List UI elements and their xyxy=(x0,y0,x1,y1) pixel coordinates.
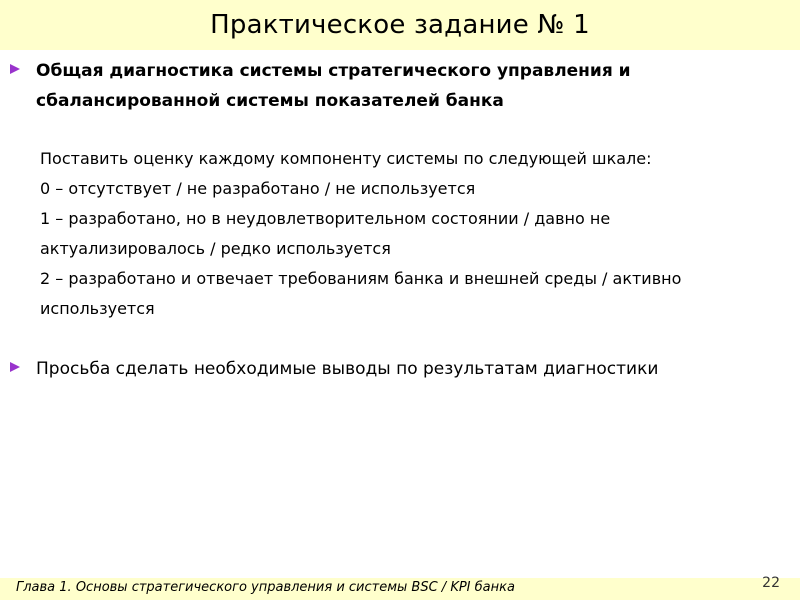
scale-level-1-line-1: 1 – разработано, но в неудовлетворительном состоянии / давно не xyxy=(40,209,611,228)
bullet-item-conclusions xyxy=(8,354,708,384)
scale-level-1-line-2: актуализировалось / редко используется xyxy=(40,239,391,258)
slide-title: Практическое задание № 1 xyxy=(210,10,590,40)
bullet-item-diagnostics xyxy=(8,56,708,116)
scale-level-2-line-1: 2 – разработано и отвечает требованиям банка и внешней среды / активно xyxy=(40,269,682,288)
scale-level-0: 0 – отсутствует / не разработано / не используется xyxy=(40,179,476,198)
scale-level-2-line-2: используется xyxy=(40,299,155,318)
footer-chapter: Глава 1. Основы стратегического управления и системы BSC / KPI банка xyxy=(16,580,515,595)
title-bar xyxy=(0,0,800,50)
triangle-right-icon xyxy=(8,360,22,374)
scale-intro: Поставить оценку каждому компоненту системы по следующей шкале: xyxy=(40,149,652,168)
bullet-text: Просьба сделать необходимые выводы по результатам диагностики xyxy=(36,359,659,379)
triangle-right-icon xyxy=(8,62,22,76)
rating-scale xyxy=(40,144,740,324)
bullet-text: Общая диагностика системы стратегического управления и сбалансированной системы показателей банка xyxy=(36,61,631,111)
page-number: 22 xyxy=(762,575,780,591)
